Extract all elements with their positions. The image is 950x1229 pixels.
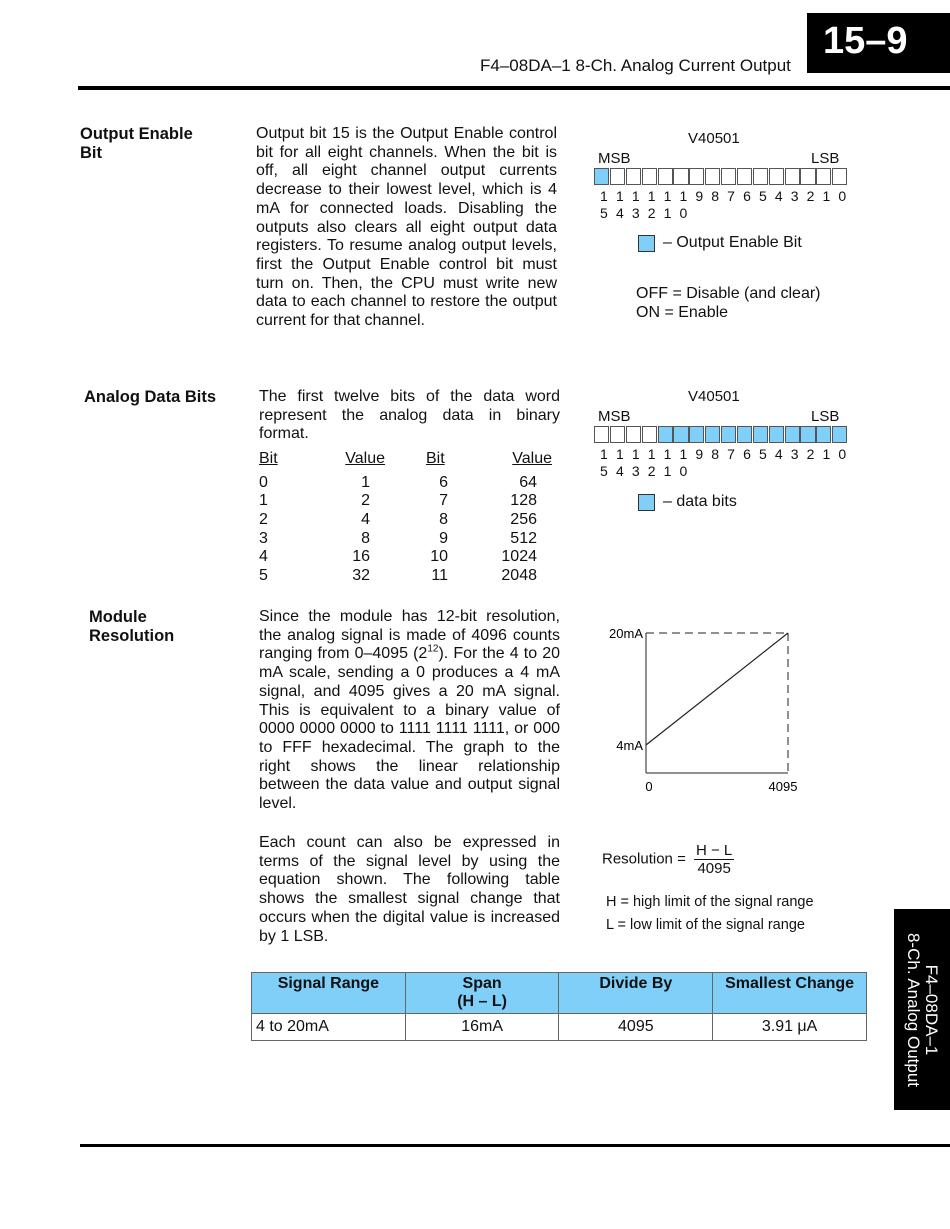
bit-numbers-top: 1 1 1 1 1 1 9 8 7 6 5 4 3 2 1 0 xyxy=(600,188,847,204)
table-row: 5 32 11 2048 xyxy=(259,567,537,585)
col-divide-by: Divide By xyxy=(559,973,713,1014)
smallest-change-table xyxy=(251,972,867,1041)
bit-cell-7 xyxy=(721,426,736,443)
table-row xyxy=(252,1014,867,1041)
cell-smallest-change: 3.91 μA xyxy=(713,1014,867,1041)
bit-cell-2 xyxy=(800,426,815,443)
analog-data-bit-diagram xyxy=(594,388,850,518)
x-tick-label-high: 4095 xyxy=(768,779,798,794)
equation-label: Resolution xyxy=(602,850,673,868)
register-label: V40501 xyxy=(688,130,740,147)
y-tick-label-high: 20mA xyxy=(609,626,643,641)
bit-register-cells xyxy=(594,168,848,185)
table-row: 3 8 9 512 xyxy=(259,529,537,547)
footer-rule xyxy=(80,1144,950,1147)
resolution-graph xyxy=(596,620,816,805)
legend-swatch xyxy=(638,494,655,511)
header-rule xyxy=(78,86,950,90)
bit-cell-4 xyxy=(769,426,784,443)
bit-cell-6 xyxy=(737,168,752,185)
bit-cell-13 xyxy=(626,426,641,443)
bit-cell-9 xyxy=(689,426,704,443)
bit-value-table xyxy=(259,450,552,586)
bit-cell-10 xyxy=(673,426,688,443)
module-resolution-paragraph: Since the module has 12-bit resolution, the analog signal is made of 4096 counts ranging from 0–4095 $(2^{12})$. For the 4 to 20 mA scale, sending a 0 produces a 4 mA signal, and 4095 gives a 20 mA signal. This is equivalent to a binary value of 0000 0000 0000 to 1111 1111 1111, or 000 to FFF hexadecimal. The graph to the right shows the linear relationship between the data value and output signal level. xyxy=(259,608,561,813)
lsb-explanation-paragraph: Each count can also be expressed in terms of the signal level by using the equation shown. The following table shows the smallest signal change that occurs when the digital value is increased by 1 LSB. xyxy=(259,834,560,945)
y-tick-label-low: 4mA xyxy=(616,738,643,753)
data-line xyxy=(646,633,788,745)
cell-divide-by: 4095 xyxy=(559,1014,713,1041)
page-header-title: F4–08DA–1 8-Ch. Analog Current Output xyxy=(480,56,791,75)
bit-cell-14 xyxy=(610,426,625,443)
resolution-equation xyxy=(602,842,734,877)
bit-cell-13 xyxy=(626,168,641,185)
msb-label: MSB xyxy=(598,150,631,167)
bit-numbers-bottom: 5 4 3 2 1 0 xyxy=(600,463,688,479)
bit-cell-12 xyxy=(642,426,657,443)
lsb-label: LSB xyxy=(811,150,840,167)
x-tick-label-low: 0 xyxy=(645,779,653,794)
bit-cell-2 xyxy=(800,168,815,185)
bit-cell-12 xyxy=(642,168,657,185)
analog-data-paragraph: The first twelve bits of the data word represent the analog data in binary format. xyxy=(259,388,560,443)
legend-swatch xyxy=(638,235,655,252)
off-description: OFF = Disable (and clear) xyxy=(636,285,821,302)
bit-cell-0 xyxy=(832,168,847,185)
bit-numbers-top: 1 1 1 1 1 1 9 8 7 6 5 4 3 2 1 0 xyxy=(600,446,847,462)
col-span: Span (H – L) xyxy=(405,973,559,1014)
bit-cell-8 xyxy=(705,426,720,443)
definition-l: L = low limit of the signal range xyxy=(606,917,805,933)
bit-cell-11 xyxy=(658,426,673,443)
bit-register-cells xyxy=(594,426,848,443)
bit-cell-11 xyxy=(658,168,673,185)
bit-cell-7 xyxy=(721,168,736,185)
register-label: V40501 xyxy=(688,388,740,405)
bit-cell-4 xyxy=(769,168,784,185)
page-number: 15–9 xyxy=(807,13,950,73)
bit-cell-6 xyxy=(737,426,752,443)
bit-cell-9 xyxy=(689,168,704,185)
on-description: ON = Enable xyxy=(636,304,729,321)
bit-numbers-bottom: 5 4 3 2 1 0 xyxy=(600,205,688,221)
bit-cell-15 xyxy=(594,168,609,185)
data-bits-legend: – data bits xyxy=(638,493,737,511)
col-smallest-change: Smallest Change xyxy=(713,973,867,1014)
table-row: 2 4 8 256 xyxy=(259,511,537,529)
cell-signal-range: 4 to 20mA xyxy=(252,1014,406,1041)
bit-cell-3 xyxy=(785,426,800,443)
bit-cell-0 xyxy=(832,426,847,443)
bit-cell-5 xyxy=(753,426,768,443)
bit-cell-15 xyxy=(594,426,609,443)
section-heading-module-resolution: Module Resolution xyxy=(89,608,175,645)
output-enable-legend: – Output Enable Bit xyxy=(638,234,802,252)
bit-cell-1 xyxy=(816,168,831,185)
lsb-label: LSB xyxy=(811,408,840,425)
cell-span: 16mA xyxy=(405,1014,559,1041)
table-row: 4 16 10 1024 xyxy=(259,548,537,566)
msb-label: MSB xyxy=(598,408,631,425)
table-row: 0 1 6 64 xyxy=(259,473,537,491)
chapter-side-tab xyxy=(894,909,950,1110)
section-heading-output-enable: Output Enable Bit xyxy=(80,125,193,162)
bit-cell-8 xyxy=(705,168,720,185)
col-signal-range: Signal Range xyxy=(252,973,406,1014)
equation-fraction xyxy=(694,842,734,877)
table-header-row xyxy=(252,973,867,1014)
equation-denominator: 4095 xyxy=(697,860,731,877)
table-row: 1 2 7 128 xyxy=(259,492,537,510)
side-tab-line1: F4–08DA–1 xyxy=(922,964,941,1055)
side-tab-line2: 8-Ch. Analog Output xyxy=(904,932,923,1087)
output-enable-paragraph: Output bit 15 is the Output Enable control bit for all eight channels. When the bit is off, all eight channel output currents decrease to their lowest level, which is 4 mA for connected loads. Disabling the outputs also clears all eight output data registers. To resume analog output levels, first the Output Enable control bit must turn on. Then, the CPU must write new data to each channel to restore the output current for that channel. xyxy=(256,125,557,330)
bit-cell-3 xyxy=(785,168,800,185)
bit-cell-10 xyxy=(673,168,688,185)
equation-equals: = xyxy=(677,850,686,868)
bit-cell-14 xyxy=(610,168,625,185)
section-heading-analog-data-bits: Analog Data Bits xyxy=(84,388,217,406)
definition-h: H = high limit of the signal range xyxy=(606,894,814,910)
bit-cell-5 xyxy=(753,168,768,185)
bit-cell-1 xyxy=(816,426,831,443)
bit-value-table-header: Bit Value Bit Value xyxy=(259,450,552,467)
equation-numerator: H − L xyxy=(696,842,733,859)
